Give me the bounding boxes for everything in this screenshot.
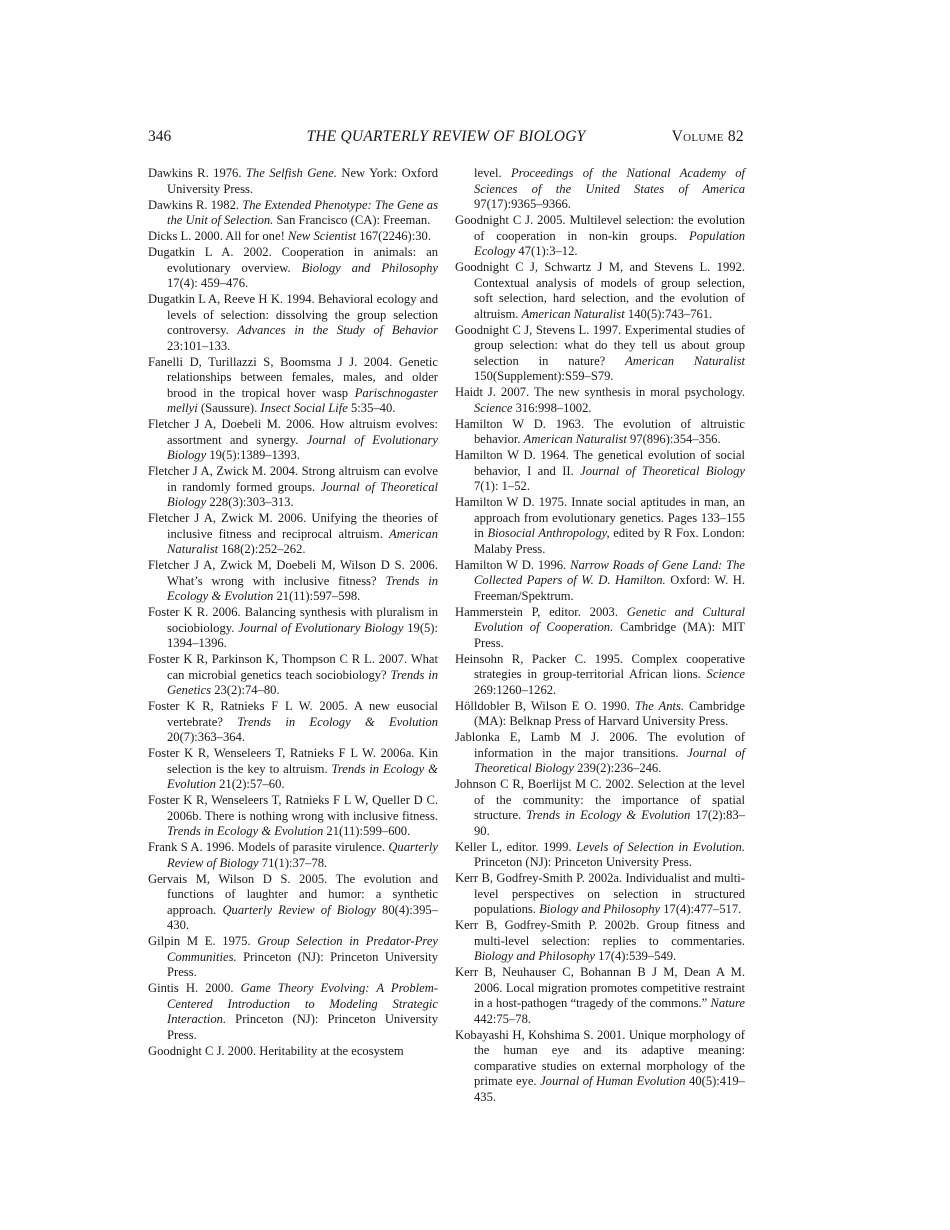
reference-text: 19(5):1389–1393. <box>206 448 300 462</box>
reference-source: Advances in the Study of Behavior <box>237 323 438 337</box>
reference-source: Biology and Philosophy <box>539 902 661 916</box>
reference-entry <box>455 417 745 448</box>
reference-entry <box>455 840 745 871</box>
reference-text: Hamilton W D. 1963. The evolution of altruistic behavior. <box>455 416 745 446</box>
reference-text: 20(7):363–364. <box>167 730 246 744</box>
reference-source: The Selfish Gene. <box>245 166 337 180</box>
reference-entry <box>148 229 438 245</box>
reference-entry <box>455 871 745 918</box>
reference-text: 23(2):74–80. <box>211 683 280 697</box>
reference-text: Fletcher J A, Zwick M, Doebeli M, Wilson D S. 2006. What’s wrong with inclusive fitness? <box>148 558 438 588</box>
page-header <box>148 128 744 150</box>
reference-text: Kerr B, Godfrey-Smith P. 2002b. Group fitness and multi-level selection: replies to commentaries. <box>455 918 745 948</box>
reference-source: Trends in Ecology & Evolution <box>167 824 324 838</box>
reference-source: Science <box>706 667 745 681</box>
volume-label: Volume 82 <box>671 128 744 145</box>
reference-text: Cambridge (MA): Belknap Press of Harvard University Press. <box>474 698 746 728</box>
reference-text: 17(2):83–90. <box>474 808 745 838</box>
reference-entry <box>455 260 745 322</box>
reference-source: Nature <box>710 996 745 1010</box>
reference-source: Genetic and Cultural Evolution of Cooperation. <box>474 604 745 634</box>
reference-source: Journal of Theoretical Biology <box>580 463 745 478</box>
reference-entry <box>148 355 438 417</box>
reference-text: 5:35–40. <box>347 401 396 415</box>
reference-source: Biosocial Anthropology, <box>487 526 610 540</box>
reference-text: 21(11):597–598. <box>273 589 361 603</box>
references-left-column <box>148 166 438 1060</box>
reference-entry <box>148 652 438 699</box>
reference-source: Quarterly Review of Biology <box>222 902 376 917</box>
reference-text: 21(2):57–60. <box>215 777 285 791</box>
reference-text: 168(2):252–262. <box>218 542 306 556</box>
reference-entry <box>148 1044 438 1060</box>
reference-source: American Naturalist <box>167 526 438 556</box>
reference-text: Goodnight C J. 2000. Heritability at the ecosystem <box>148 1043 404 1058</box>
reference-entry <box>455 323 745 385</box>
reference-text: Hamilton W D. 1964. The genetical evolution of social behavior, I and II. <box>455 448 745 478</box>
reference-text: 269:1260–1262. <box>474 682 557 697</box>
reference-text: Dawkins R. 1976. <box>148 166 246 180</box>
reference-entry <box>455 448 745 495</box>
reference-entry <box>148 934 438 981</box>
reference-text: Princeton (NJ): Princeton University Press. <box>167 1012 438 1042</box>
reference-text: Foster K R, Parkinson K, Thompson C R L. 2007. What can microbial genetics teach sociobiology? <box>148 652 438 682</box>
reference-entry <box>148 793 438 840</box>
reference-text: 80(4):395–430. <box>167 902 438 932</box>
reference-source: New Scientist <box>287 229 357 243</box>
reference-text: 17(4): 459–476. <box>167 276 249 290</box>
reference-entry <box>148 746 438 793</box>
reference-source: American Naturalist <box>521 306 625 321</box>
reference-entry <box>148 417 438 464</box>
reference-text: Foster K R, Wenseleers T, Ratnieks F L W, Queller D C. 2006b. There is nothing wrong with inclusive fitness. <box>148 793 438 823</box>
reference-source: Journal of Theoretical Biology <box>167 479 438 509</box>
reference-entry <box>455 652 745 699</box>
reference-entry <box>455 699 745 730</box>
reference-text: Goodnight C J. 2005. Multilevel selection: the evolution of cooperation in non-kin groups. <box>455 213 745 243</box>
reference-text: 97(17):9365–9366. <box>474 197 571 211</box>
reference-entry <box>148 464 438 511</box>
reference-text: Foster K R, Wenseleers T, Ratnieks F L W. 2006a. Kin selection is the key to altruism. <box>148 746 438 776</box>
reference-source: American Naturalist <box>625 353 745 368</box>
reference-source: Journal of Evolutionary Biology <box>238 620 404 635</box>
reference-text: Dugatkin L A. 2002. Cooperation in animals: an evolutionary overview. <box>148 245 438 275</box>
reference-text: 150(Supplement):S59–S79. <box>474 369 614 383</box>
reference-text: Fletcher J A, Doebeli M. 2006. How altruism evolves: assortment and synergy. <box>148 417 438 447</box>
reference-source: Journal of Human Evolution <box>540 1074 686 1088</box>
reference-entry <box>455 918 745 965</box>
reference-source: Journal of Evolutionary Biology <box>167 432 438 462</box>
reference-source: Trends in Ecology & Evolution <box>167 573 439 603</box>
reference-source: Narrow Roads of Gene Land: The Collected Papers of W. D. Hamilton. <box>474 557 745 587</box>
reference-text: 140(5):743–761. <box>624 306 713 321</box>
reference-source: Levels of Selection in Evolution. <box>576 839 745 854</box>
reference-entry <box>148 605 438 652</box>
reference-entry <box>455 777 745 839</box>
reference-source: Group Selection in Predator-Prey Communities. <box>167 934 438 964</box>
reference-source: Trends in Ecology & Evolution <box>167 761 438 791</box>
reference-text: Kerr B, Neuhauser C, Bohannan B J M, Dean A M. 2006. Local migration promotes competitive restraint in a host-pathogen “tragedy of the commons.” <box>455 965 745 1010</box>
reference-text: Hölldobler B, Wilson E O. 1990. <box>455 698 635 713</box>
reference-text: Princeton (NJ): Princeton University Press. <box>474 855 692 869</box>
reference-source: Proceedings of the National Academy of Sciences of the United States of America <box>474 166 745 196</box>
reference-text: Johnson C R, Boerlijst M C. 2002. Selection at the level of the community: the importance of spatial structure. <box>455 777 745 822</box>
reference-text: Fanelli D, Turillazzi S, Boomsma J J. 2004. Genetic relationships between females, males, and older brood in the tropical hover wasp <box>148 354 438 400</box>
reference-text: Haidt J. 2007. The new synthesis in moral psychology. <box>455 385 745 399</box>
reference-text: Hammerstein P, editor. 2003. <box>455 604 627 619</box>
reference-text: Oxford: W. H. Freeman/Spektrum. <box>474 573 745 603</box>
reference-text: 167(2246):30. <box>356 229 431 243</box>
reference-text: Dugatkin L A, Reeve H K. 1994. Behavioral ecology and levels of selection: dissolving the group selection controversy. <box>148 292 438 337</box>
reference-text: Princeton (NJ): Princeton University Press. <box>167 949 438 979</box>
reference-source: Biology and Philosophy <box>474 949 596 963</box>
reference-entry <box>148 872 438 934</box>
reference-source: Quarterly Review of Biology <box>167 840 438 870</box>
journal-title: THE QUARTERLY REVIEW OF BIOLOGY <box>306 128 586 145</box>
reference-source: The Extended Phenotype: The Gene as the Unit of Selection. <box>167 197 438 227</box>
reference-entry <box>455 166 745 213</box>
reference-text: New York: Oxford University Press. <box>167 166 438 196</box>
reference-entry <box>148 511 438 558</box>
reference-text: 7(1): 1–52. <box>474 479 530 493</box>
reference-entry <box>455 385 745 416</box>
reference-source: Trends in Ecology & Evolution <box>237 714 438 729</box>
reference-entry <box>148 558 438 605</box>
reference-text: Dawkins R. 1982. <box>148 197 243 212</box>
reference-text: 23:101–133. <box>167 338 231 353</box>
reference-entry <box>148 699 438 746</box>
reference-source: American Naturalist <box>523 432 627 446</box>
reference-text: Goodnight C J, Stevens L. 1997. Experimental studies of group selection: what do they tell us about group selection in nature? <box>455 322 745 368</box>
reference-source: Game Theory Evolving: A Problem-Centered Introduction to Modeling Strategic Interaction. <box>167 981 438 1026</box>
reference-text: Gilpin M E. 1975. <box>148 934 258 948</box>
reference-entry <box>455 1028 745 1106</box>
reference-text: Jablonka E, Lamb M J. 2006. The evolution of information in the major transitions. <box>455 730 745 760</box>
reference-text: Heinsohn R, Packer C. 1995. Complex cooperative strategies in group-territorial African lions. <box>455 651 745 681</box>
reference-text: 228(3):303–313. <box>206 495 294 509</box>
reference-source: Science <box>474 400 513 415</box>
reference-text: Foster K R. 2006. Balancing synthesis with pluralism in sociobiology. <box>148 605 438 635</box>
reference-text: Hamilton W D. 1975. Innate social aptitudes in man, an approach from evolutionary genetics. Pages 133–155 in <box>455 495 745 540</box>
reference-source: Journal of Theoretical Biology <box>474 745 745 775</box>
reference-text: Keller L, editor. 1999. <box>455 839 577 854</box>
reference-text: 21(11):599–600. <box>323 824 411 838</box>
reference-entry <box>455 605 745 652</box>
page-number: 346 <box>148 128 172 145</box>
reference-text: Goodnight C J, Schwartz J M, and Stevens L. 1992. Contextual analysis of models of group selection, soft selection, hard selection, and the evolution of altruism. <box>455 260 745 321</box>
reference-text: level. <box>474 166 511 180</box>
reference-text: Kerr B, Godfrey-Smith P. 2002a. Individualist and multi-level perspectives on selection in structured populations. <box>455 871 745 916</box>
reference-text: Gervais M, Wilson D S. 2005. The evolution and functions of laughter and humor: a synthetic approach. <box>148 871 438 917</box>
reference-source: Parischnogaster mellyi <box>167 385 438 415</box>
reference-text: 47(1):3–12. <box>515 244 578 258</box>
reference-text: 316:998–1002. <box>512 400 592 415</box>
references-right-column <box>455 166 745 1106</box>
reference-text: Foster K R, Ratnieks F L W. 2005. A new eusocial vertebrate? <box>148 699 438 729</box>
reference-source: Biology and Philosophy <box>301 260 439 275</box>
reference-entry <box>148 166 438 197</box>
reference-text: Fletcher J A, Zwick M. 2006. Unifying the theories of inclusive fitness and reciprocal altruism. <box>148 511 438 541</box>
reference-entry <box>148 840 438 871</box>
reference-text: 97(896):354–356. <box>626 432 721 446</box>
reference-text: (Saussure). <box>197 401 261 415</box>
reference-source: The Ants. <box>634 698 685 713</box>
reference-text: 71(1):37–78. <box>258 855 328 870</box>
reference-entry <box>455 558 745 605</box>
reference-text: 17(4):477–517. <box>660 902 742 916</box>
reference-entry <box>455 965 745 1027</box>
reference-text: Hamilton W D. 1996. <box>455 557 571 572</box>
reference-text: Gintis H. 2000. <box>148 981 241 995</box>
reference-text: 239(2):236–246. <box>573 761 662 775</box>
reference-text: edited by R Fox. London: Malaby Press. <box>474 526 745 556</box>
reference-text: 442:75–78. <box>474 1011 532 1026</box>
reference-text: 19(5): 1394–1396. <box>167 620 438 650</box>
reference-source: Trends in Genetics <box>167 667 438 697</box>
reference-entry <box>455 213 745 260</box>
reference-text: 40(5):419–435. <box>474 1074 745 1104</box>
reference-text: Cambridge (MA): MIT Press. <box>474 620 745 650</box>
reference-text: Fletcher J A, Zwick M. 2004. Strong altruism can evolve in randomly formed groups. <box>148 464 438 494</box>
reference-entry <box>148 292 438 354</box>
reference-source: Insect Social Life <box>260 401 348 415</box>
reference-entry <box>455 495 745 557</box>
reference-source: Trends in Ecology & Evolution <box>526 808 691 822</box>
reference-text: Dicks L. 2000. All for one! <box>148 229 288 243</box>
reference-entry <box>148 198 438 229</box>
reference-entry <box>455 730 745 777</box>
reference-text: San Francisco (CA): Freeman. <box>273 213 431 227</box>
reference-text: Kobayashi H, Kohshima S. 2001. Unique morphology of the human eye and its adaptive meaning: comparative studies on external morphology of the primate eye. <box>455 1027 745 1088</box>
reference-entry <box>148 245 438 292</box>
reference-source: Population Ecology <box>474 228 745 258</box>
reference-entry <box>148 981 438 1043</box>
reference-text: 17(4):539–549. <box>595 949 677 963</box>
reference-text: Frank S A. 1996. Models of parasite virulence. <box>148 840 389 854</box>
